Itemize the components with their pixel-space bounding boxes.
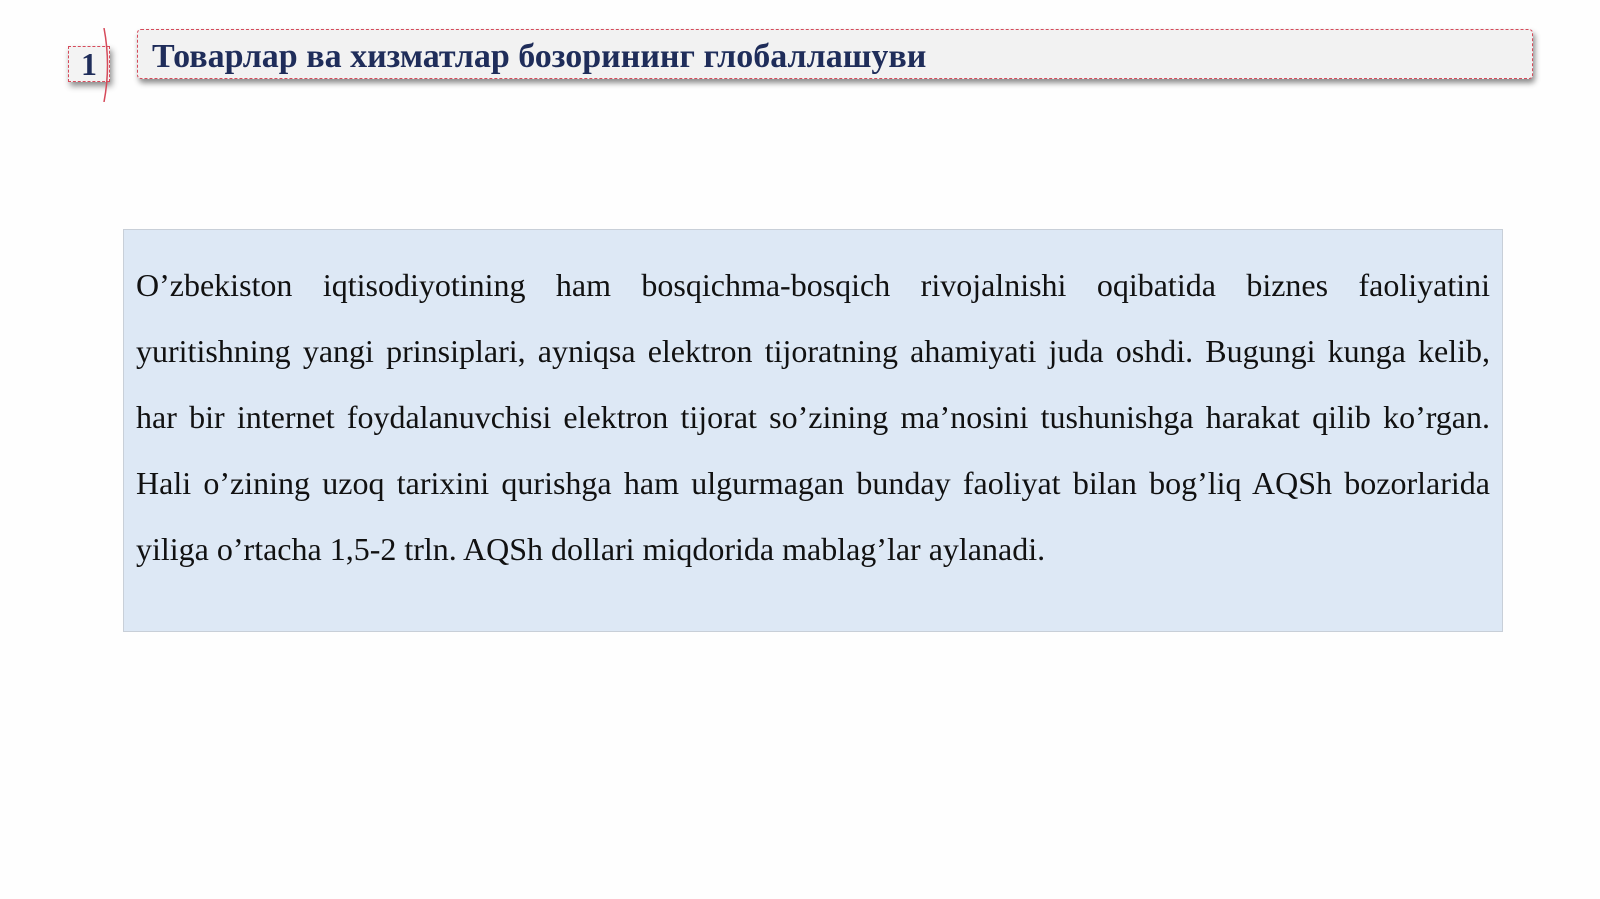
- slide-number: 1: [81, 46, 97, 82]
- title-bar: [137, 29, 1533, 79]
- slide-title: Товарлар ва хизматлар бозорининг глобаллашуви: [152, 38, 927, 75]
- badge-accent-icon: [98, 28, 112, 102]
- body-paragraph: O’zbekiston iqtisodiyotining ham bosqichma-bosqich rivojalnishi oqibatida biznes faoliyatini yuritishning yangi prinsiplari, ayniqsa elektron tijoratning ahamiyati juda oshdi. Bugungi kunga kelib, har bir internet foydalanuvchisi elektron tijorat so’zining ma’nosini tushunishga harakat qilib ko’rgan. Hali o’zining uzoq tarixini qurishga ham ulgurmagan bunday faoliyat bilan bog’liq AQSh bozorlarida yiliga o’rtacha 1,5-2 trln. AQSh dollari miqdorida mablag’lar aylanadi.: [136, 267, 1490, 567]
- content-box: [123, 229, 1503, 632]
